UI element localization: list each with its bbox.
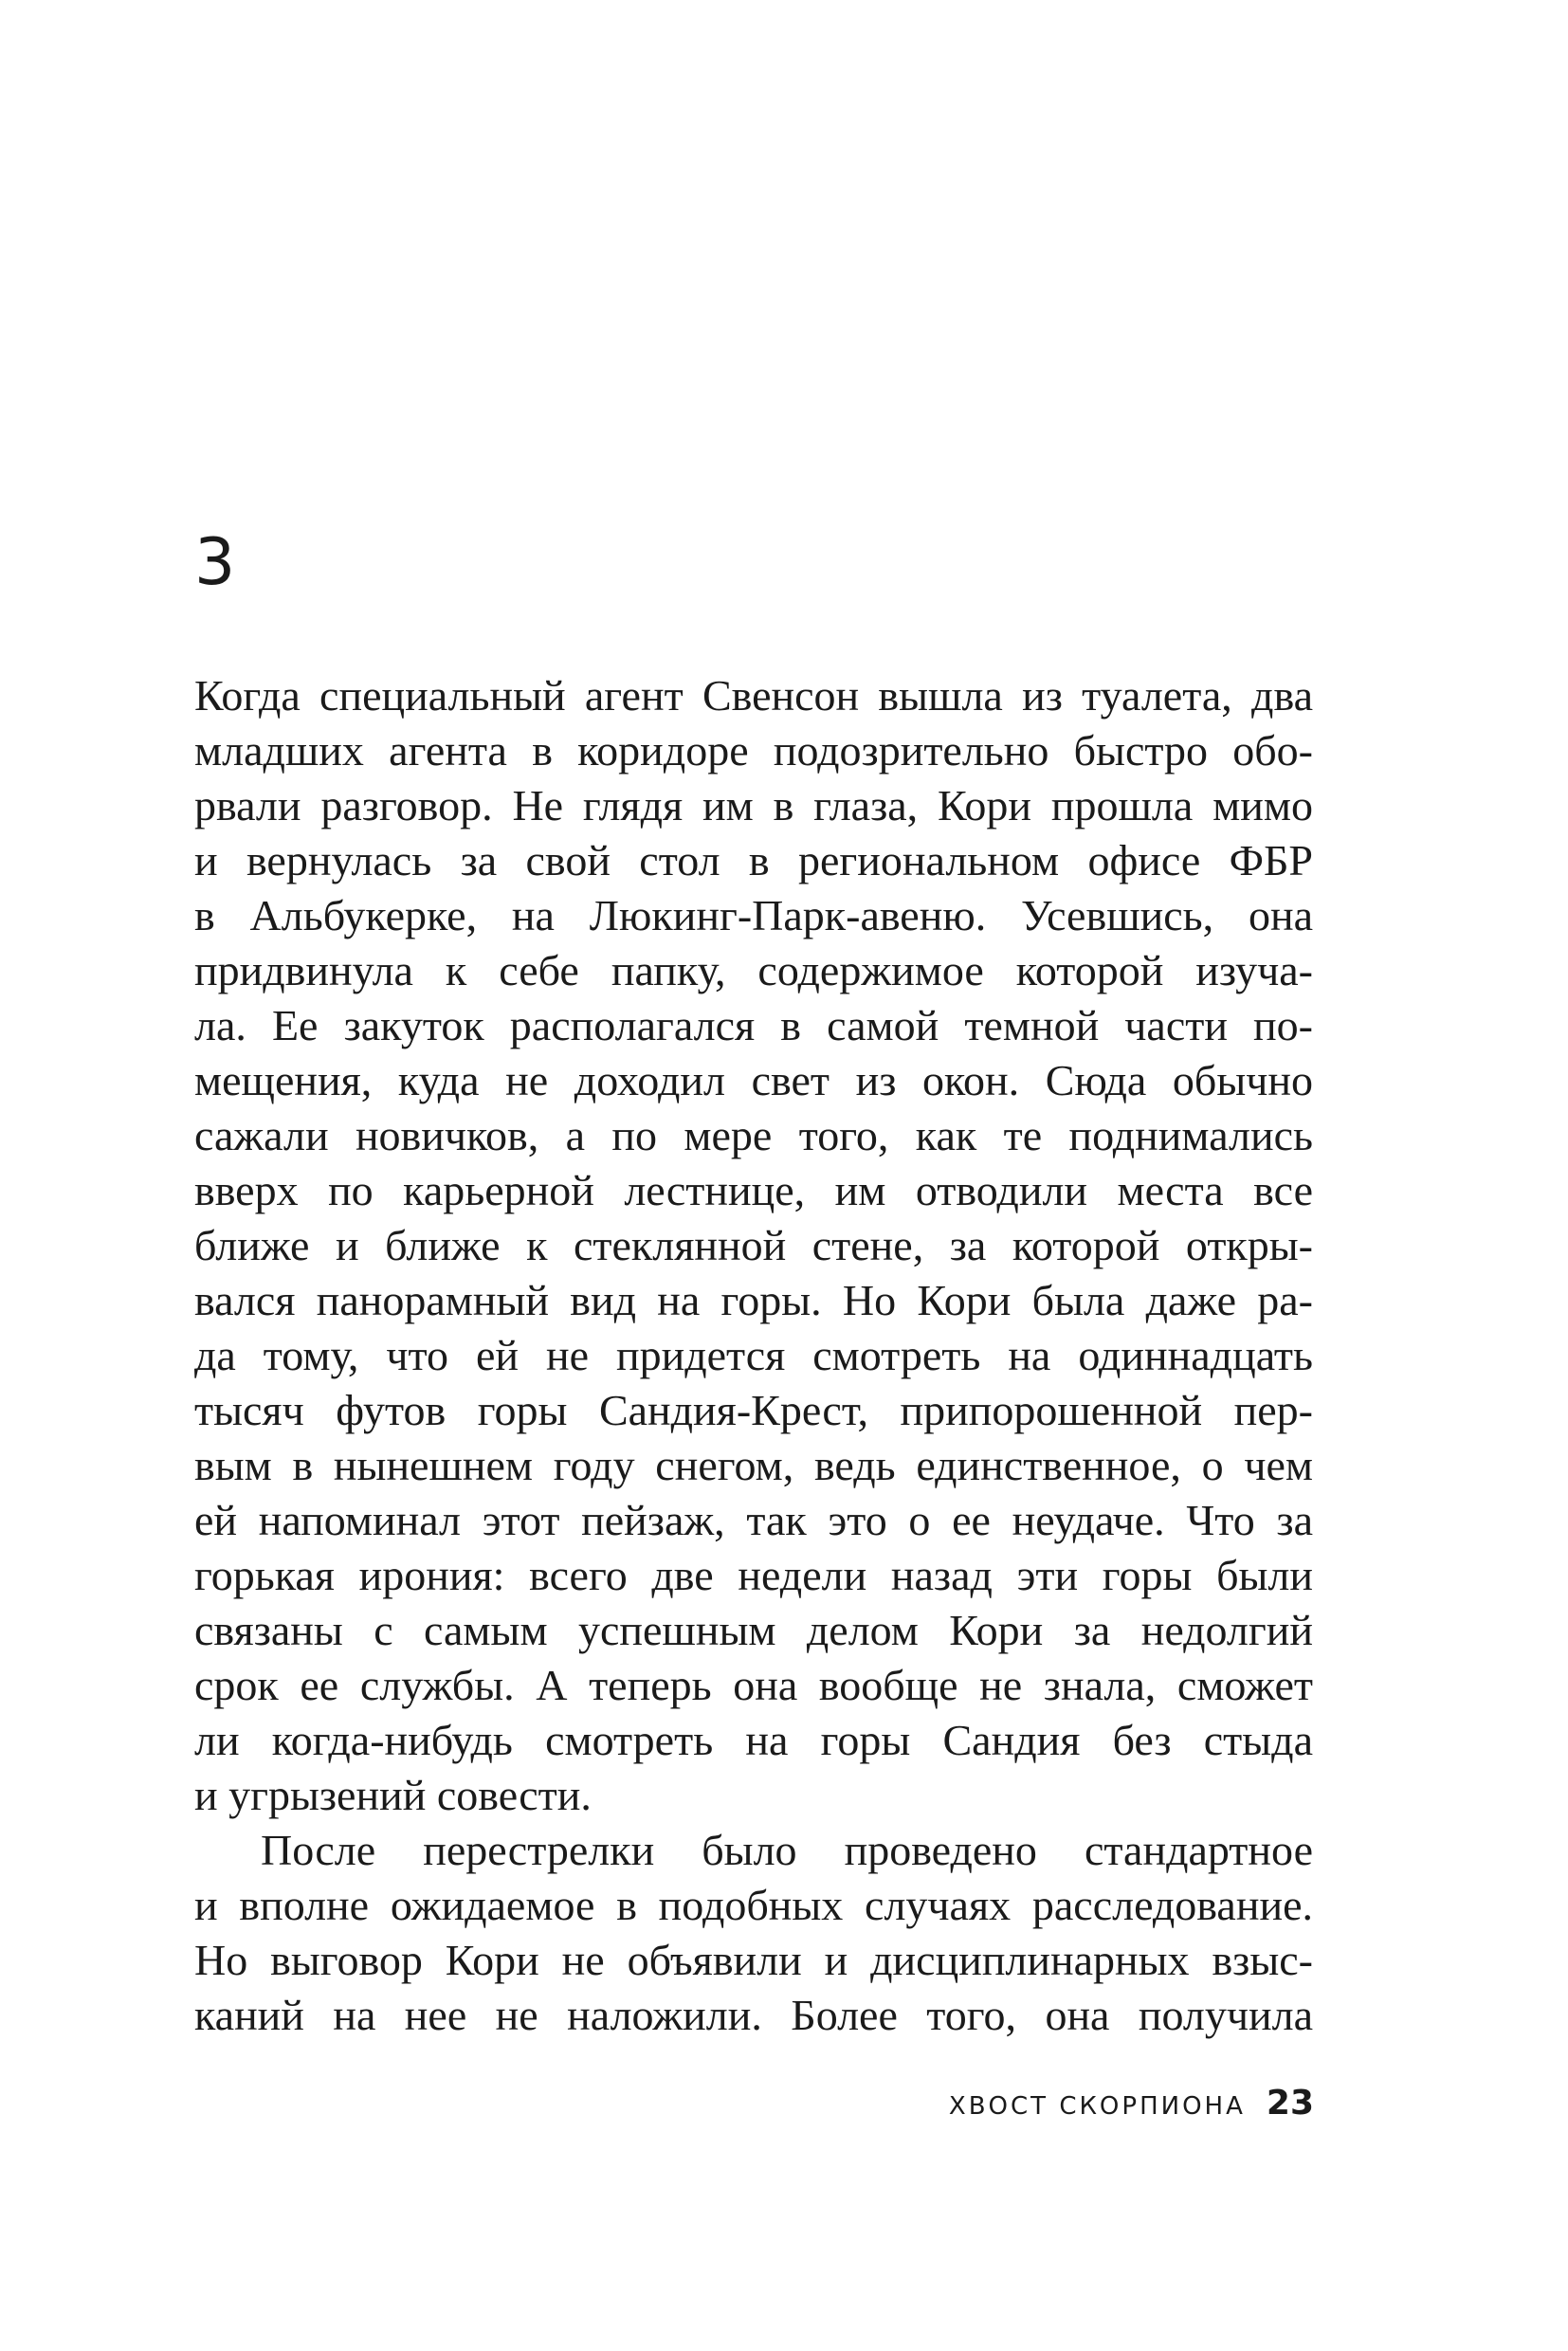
text-line: Но выговор Кори не объявили и дисциплинарных взыс- [194, 1936, 1313, 1984]
body-text [194, 668, 1313, 2043]
paragraph-2 [194, 1823, 1313, 2043]
text-line: рвали разговор. Не глядя им в глаза, Кори прошла мимо [194, 781, 1313, 829]
text-line: ла. Ее закуток располагался в самой темной части по- [194, 1001, 1313, 1049]
running-title: ХВОСТ СКОРПИОНА [948, 2092, 1246, 2121]
text-line: ближе и ближе к стеклянной стене, за которой откры- [194, 1221, 1313, 1269]
text-line: сажали новичков, а по мере того, как те поднимались [194, 1111, 1313, 1159]
text-line: и угрызений совести. [194, 1771, 592, 1819]
text-line: мещения, куда не доходил свет из окон. Сюда обычно [194, 1056, 1313, 1104]
text-line: ли когда-нибудь смотреть на горы Сандия без стыда [194, 1716, 1313, 1764]
text-line: придвинула к себе папку, содержимое которой изуча- [194, 946, 1313, 994]
paragraph-1 [194, 668, 1313, 1823]
chapter-number: 3 [194, 525, 236, 600]
text-line: вверх по карьерной лестнице, им отводили места все [194, 1166, 1313, 1214]
text-line: После перестрелки было проведено стандартное [261, 1826, 1313, 1874]
text-line: связаны с самым успешным делом Кори за недолгий [194, 1606, 1313, 1654]
text-line: ей напоминал этот пейзаж, так это о ее неудаче. Что за [194, 1496, 1313, 1544]
page-footer [949, 2084, 1314, 2123]
text-line: да тому, что ей не придется смотреть на одиннадцать [194, 1331, 1313, 1379]
page-number: 23 [1266, 2084, 1314, 2123]
text-line: и вернулась за свой стол в региональном офисе ФБР [194, 836, 1313, 884]
text-line: Когда специальный агент Свенсон вышла из туалета, два [194, 671, 1313, 720]
text-line: младших агента в коридоре подозрительно быстро обо- [194, 726, 1313, 775]
text-line: тысяч футов горы Сандия-Крест, припорошенной пер- [194, 1386, 1313, 1434]
text-line: горькая ирония: всего две недели назад эти горы были [194, 1551, 1313, 1599]
text-line: вым в нынешнем году снегом, ведь единственное, о чем [194, 1441, 1313, 1489]
text-line: и вполне ожидаемое в подобных случаях расследование. [194, 1881, 1313, 1929]
text-line: вался панорамный вид на горы. Но Кори была даже ра- [194, 1276, 1313, 1324]
text-line: каний на нее не наложили. Более того, она получила [194, 1991, 1313, 2039]
text-line: срок ее службы. А теперь она вообще не знала, сможет [194, 1661, 1313, 1709]
text-line: в Альбукерке, на Люкинг-Парк-авеню. Усевшись, она [194, 891, 1313, 939]
